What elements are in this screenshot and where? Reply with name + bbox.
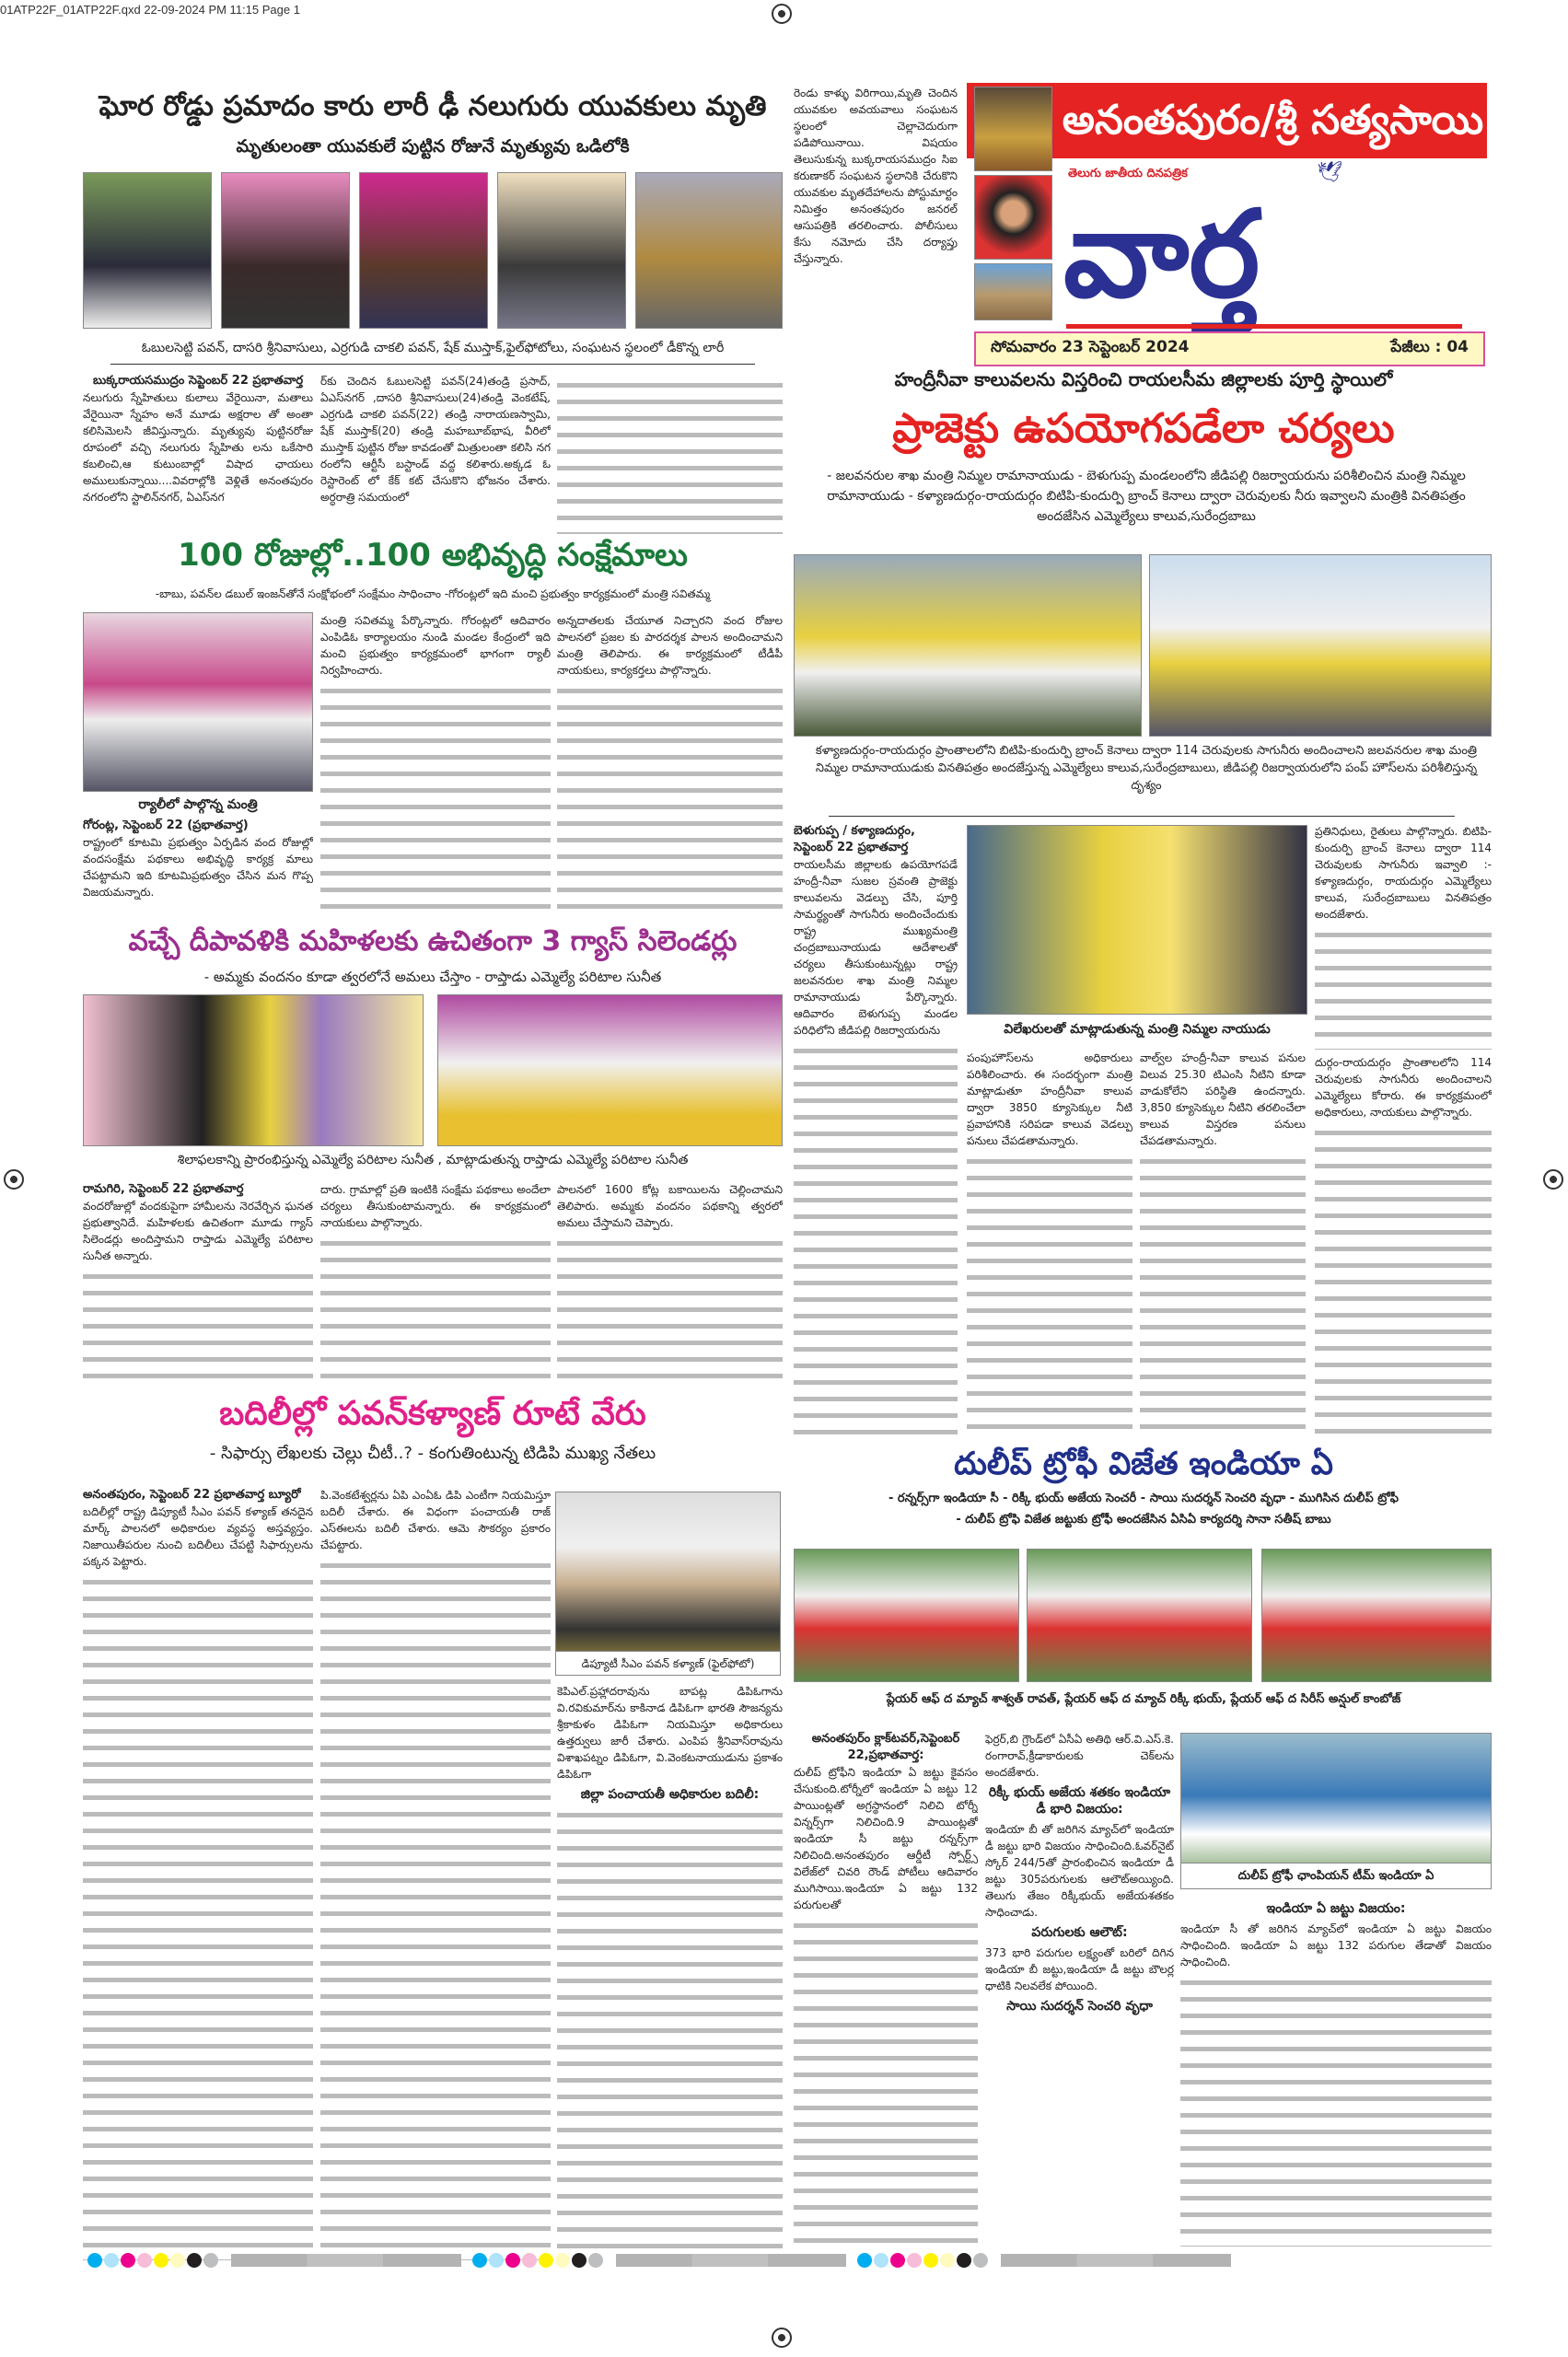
color-swatch <box>923 2253 938 2268</box>
body-text-lines <box>557 1806 783 2260</box>
dateline: అనంతపురం, సెప్టెంబర్ 22 ప్రభాతవార్త బ్యూరో <box>83 1488 301 1502</box>
award-photo <box>1027 1549 1252 1682</box>
press-meet-photo <box>967 825 1307 1015</box>
pawan-kalyan-photo <box>555 1492 781 1676</box>
tagline: తెలుగు జాతీయ దినపత్రిక <box>1068 167 1188 180</box>
body-text-lines <box>1315 1124 1492 1436</box>
sai-baba-photo <box>974 175 1052 260</box>
body-text-lines <box>1315 926 1492 1050</box>
color-swatch <box>203 2253 218 2268</box>
award-photo <box>794 1549 1019 1682</box>
story5-column <box>967 1050 1132 1436</box>
color-swatch <box>187 2253 202 2268</box>
story6-headline: దులీప్ ట్రోఫీ విజేత ఇండియా ఏ <box>954 1446 1333 1482</box>
page-count: పేజీలు : 04 <box>1390 338 1469 356</box>
body-text-lines <box>794 1917 978 2247</box>
body-text-lines <box>1140 1153 1306 1436</box>
body-text: దులీప్ ట్రోఫీని ఇండియా ఏ జట్టు కైవసం చేసుకుంది.టోర్నీలో ఇండియా ఏ జట్టు 12 పాయింట్లతో అగ్రస్థానంలో నిలిచి టోర్నీ విన్నర్స్‌గా నిలిచింది.9 పాయింట్లతో ఇండియా సీ జట్టు రన్నర్స్‌గా నిలిచింది.అనంతపురం ఆర్డీటీ స్పోర్ట్స్ విలేజ్‌లో చివరి రౌండ్ పోటీలు ఆదివారం ముగిసాయి.ఇండియా ఏ జట్టు 132 పరుగులతో <box>794 1766 978 1911</box>
story3-caption: శిలాఫలకాన్ని ప్రారంభిస్తున్న ఎమ్మెల్యే పరిటాల సునీత , మాట్లాడుతున్న రాప్తాడు ఎమ్మెల్యే పరిటాల సునీత <box>177 1153 689 1167</box>
body-text: దారు. గ్రామాల్లో ప్రతి ఇంటికి సంక్షేమ పథకాలు అందేలా చర్యలు తీసుకుంటామన్నారు. ఈ కార్యక్రమంలో నాయకులు పాల్గొన్నారు. <box>320 1183 551 1229</box>
story1-column <box>794 85 958 333</box>
story3-column <box>320 1181 551 1384</box>
story2-column <box>320 612 551 921</box>
body-text: అన్నదాతలకు చేయూత నిచ్చారని వంద రోజుల పాలనలో ప్రజల కు పారదర్శక పాలన అందించామని మంత్రి తెలిపారు. ఈ కార్యక్రమంలో టీడీపీ నాయకులు, కార్యకర్తలు పాల్గొన్నారు. <box>557 614 783 677</box>
newspaper-logo: వార్త <box>1063 183 1260 324</box>
color-swatch <box>539 2253 553 2268</box>
body-text: పంపుహౌస్‌లను అధికారులు పరిశీలించారు. ఈ సందర్భంగా మంత్రి మాట్లాడుతూ హంద్రీనీవా కాలువ ద్వారా 3850 క్యూసెక్కుల నీటి ప్రవాహానికి సరిపడా కాలువ వెడల్పు పనులు చేపడతామన్నారు. <box>967 1051 1132 1147</box>
section-subhead: ఇండియా ఏ జట్టు విజయం: <box>1266 1901 1406 1916</box>
body-text-lines <box>83 1573 313 2260</box>
body-text: వందరోజుల్లో వందకుపైగా హామీలను నెరవేర్చిన ఘనత ప్రభుత్వానిదే. మహిళలకు ఉచితంగా మూడు గ్యాస్ సిలెండర్లు అందిస్తామని రాప్తాడు ఎమ్మెల్యే పరిటాల సునీత అన్నారు. <box>83 1200 313 1262</box>
body-text: వాల్వ్‌ల హంద్రీ-నీవా కాలువ పనుల విలువ 25.30 టిఎంసి నీటిని కూడా వాడుకోలేని పరిస్థితి ఉందన్నారు. 3,850 క్యూసెక్కుల నీటిని తరలించేలా కాలువ విస్తరణ పనులు చేపడతామన్నారు. <box>1140 1051 1306 1147</box>
print-color-bar <box>87 2253 1496 2271</box>
print-slug: 01ATP22F_01ATP22F.qxd 22-09-2024 PM 11:15 Page 1 <box>0 3 300 17</box>
color-swatch <box>572 2253 587 2268</box>
body-text: ఇండియా బీ తో జరిగిన మ్యాచ్‌లో ఇండియా డీ జట్టు భారి విజయం సాధించింది.ఓవర్‌నైట్ స్కోర్ 244/5తో ప్రారంభించిన ఇండియా డీ జట్టు 305పరుగులకు ఆలౌట్‌అయ్యింది. తెలుగు తేజం రిక్కీభుయ్ అజేయశతకం సాధించాడు. <box>985 1823 1174 1919</box>
foundation-stone-photo <box>83 994 424 1146</box>
gray-strip <box>1001 2254 1231 2267</box>
temple-photo <box>974 87 1052 171</box>
registration-mark-icon <box>772 2328 792 2348</box>
story1-headline: ఘోర రోడ్డు ప్రమాదం కారు లారీ ఢీ నలుగురు యువకులు మృతి <box>99 90 767 122</box>
section-subhead: పరుగులకు ఆలౌట్: <box>1031 1925 1128 1940</box>
gray-strip <box>616 2254 846 2267</box>
story2-subhead: -బాబు, పవన్‌ల డబుల్ ఇంజన్‌తోనే సంక్షోభంలో సంక్షేమం సాధించాం -గోరంట్లలో ఇది మంచి ప్రభుత్వం కార్యక్రమంలో మంత్రి సవితమ్మ <box>155 587 711 600</box>
body-text: పి.వెంకటేశ్వర్లను ఏపి ఎంఏఓ డిపి ఎంటీగా నియమిస్తూ బదిలీ చేశారు. ఈ విధంగా పంచాయతీ రాజ్ ఎస్‌ఈలను బదిలీ చేశారు. ఆమె సౌకర్యం ప్రకారం చేపట్టారు. <box>320 1489 551 1551</box>
story6-caption: ప్లేయర్ ఆఫ్ ద మ్యాచ్ శాశ్వత్ రావత్, ప్లేయర్ ఆఫ్ ద మ్యాచ్ రిక్కీ భుయ్, ప్లేయర్ ఆఫ్ ద సిరీస్ అన్షుల్ కాంబోజ్ <box>886 1692 1401 1706</box>
section-subhead: రిక్కీ భుయ్ అజేయ శతకం ఇండియా డీ భారి విజయం: <box>988 1785 1171 1817</box>
body-text: ర్‌కు చెందిన ఓబులసెట్టి పవన్(24)తండ్రి ప్రసాద్, ఏఎస్‌నగర్ ,దాసరి శ్రీనివాసులు(24)తండ్రి వెంకటేష్, ఎర్రగుడి చాకలి పవన్(22) తండ్రి నారాయణస్వామి, షేక్ ముస్తాక్(20) తండ్రి మహబూబ్‌భాష, వీరిలో ముస్తాక్ పుట్టిన రోజు కావడంతో మిత్రులంతా కలిసి నగ రంలోని ఆర్టీసీ బస్టాండ్ వద్ద కలిశారు.అక్కడ ఓ రెస్టారెంట్ లో కేక్ కట్ చేసుకొని భోజనం చేశారు. అర్ధరాత్రి సమయంలో <box>320 375 551 504</box>
meeting-photo <box>437 994 783 1146</box>
story1-column <box>557 373 783 534</box>
story6-column <box>985 1731 1174 2247</box>
body-text: నలుగురు స్నేహితులు కులాలు వేరైయినా, మతాలు వేరైయినా స్నేహం అనే మూడు అక్షరాల తో అంతా కలిసిమెలసి జీవిస్తున్నారు. మృత్యువు పుట్టినరోజు రూపంలో వచ్చి నలుగురు స్నేహితు లను ఒకేసారి కబలించి,ఆ కుటుంబాల్లో విషాద ఛాయలు అములుకున్నాయి....వివరాల్లోకి వెళ్లితే అనంతపురం నగరంలోని స్టాలిన్‌నగర్, ఏఎస్‌నగ <box>83 391 313 504</box>
story5-column <box>1315 1054 1492 1436</box>
story2-column <box>83 818 313 919</box>
body-text: కెపిఎల్.ప్రహ్లాదరావును బాపట్ల డిపిఓగాను వి.రవికుమార్‌ను కాకినాడ డిపిఓగా భారతి సౌజన్యను శ్రీకాకుళం డిపిఓగా నియమిస్తూ అధికారులు ఉత్తర్వులు జారీ చేశారు. ఎంపిప శ్రీనివాస్‌రావును విశాఖపట్నం డిపిఓగా, వి.వెంకటనాయుడును ప్రకాశం డిపిఓగా <box>557 1685 783 1781</box>
color-swatch <box>170 2253 185 2268</box>
story5-column <box>1315 823 1492 1050</box>
body-text: రాష్ట్రంలో కూటమి ప్రభుత్వం ఏర్పడిన వంద రోజుల్లో వందసంక్షేమ పథకాలు అభివృద్ధి కార్యక్ర మాలు చేపట్టామని ఇది కూటమిప్రభుత్వం చేసిన మన గొప్ప విజయమన్నారు. <box>83 836 313 899</box>
body-text-lines <box>557 377 783 534</box>
story3-subhead: - అమ్మకు వందనం కూడా త్వరలోనే అమలు చేస్తాం - రాప్తాడు ఎమ్మెల్యే పరిటాల సునీత <box>203 969 662 985</box>
body-text-lines <box>967 1153 1132 1436</box>
story6-subhead: - రన్నర్స్‌గా ఇండియా సీ - రిక్కీ భుయ్ అజేయ సెంచరీ - సాయి సుదర్శన్ సెంచరి వృధా - ముగిసిన దులీప్ ట్రోఫీ <box>889 1492 1399 1505</box>
color-swatch <box>87 2253 102 2268</box>
victim-photo <box>359 172 488 329</box>
story1-subhead: మృతులంతా యువకులే పుట్టిన రోజునే మృత్యువు ఒడిలోకి <box>236 136 630 157</box>
accident-lorry-photo <box>635 172 783 329</box>
divider <box>110 364 755 365</box>
body-text: ప్రతినిధులు, రైతులు పాల్గొన్నారు. బిటిపి-కుందుర్పి బ్రాంచ్ కెనాలు ద్వారా 114 చెరువులకు సాగునీరు ఇవ్వాలి :- కళ్యాణదుర్గం, రాయదుర్గం ఎమ్మెల్యేలు కాలువ, సురేంద్రబాబులు వినతిపత్రం అందజేశారు. <box>1315 825 1492 921</box>
story2-headline: 100 రోజుల్లో..100 అభివృద్ధి సంక్షేమాలు <box>178 537 688 574</box>
dateline: అనంతపుర్ం క్లాక్‌టవర్,సెప్టెంబర్ 22,ప్రభాతవార్త: <box>811 1732 960 1762</box>
body-text: మంత్రి సవితమ్మ పేర్కొన్నారు. గోరంట్లలో ఆదివారం ఎంపిడిఓ కార్యాలయం నుండి మండల కేంద్రంలో ఇది మంచి ప్రభుత్వం కార్యక్రమంలో భాగంగా ర్యాలీ నిర్వహించారు. <box>320 614 551 677</box>
pump-house-photo <box>1149 554 1492 737</box>
color-swatch <box>472 2253 487 2268</box>
story5-column <box>794 823 958 1436</box>
body-text-lines <box>1180 1974 1492 2247</box>
color-swatch <box>121 2253 135 2268</box>
section-subhead: జిల్లా పంచాయతీ అధికారుల బదిలీ: <box>580 1787 760 1802</box>
nandi-photo <box>974 263 1052 320</box>
story3-column <box>83 1181 313 1384</box>
masthead <box>967 83 1487 359</box>
body-text: రెండు కాళ్ళు విరిగాయి,మృతి చెందిన యువకుల అవయవాలు సంఘటన స్థలంలో చెల్లాచెదురుగా పడిపోయినాయి. విషయం తెలుసుకున్న బుక్కరాయసముద్రం సిఐ కరుణాకర్ సంఘటన స్థలానికి చేరుకొని యువకుల మృతదేహాలను పోస్టుమార్టం నిమిత్తం అనంతపురం జనరల్ ఆసుపత్రికి తరలించారు. పోలీసులు కేసు నమోదు చేసి దర్యాప్తు చేస్తున్నారు. <box>794 87 958 265</box>
story6-column <box>794 1731 978 2247</box>
story6-column <box>1180 1897 1492 2247</box>
story4-headline: బదిలీల్లో పవన్‌కళ్యాణ్ రూటే వేరు <box>219 1395 646 1433</box>
champion-team-photo <box>1180 1733 1492 1889</box>
story3-column <box>557 1181 783 1384</box>
story5-column <box>1140 1050 1306 1436</box>
color-swatch <box>957 2253 971 2268</box>
story3-headline: వచ్చే దీపావళికి మహిళలకు ఉచితంగా 3 గ్యాస్ సిలెండర్లు <box>128 925 738 958</box>
color-swatch <box>857 2253 872 2268</box>
story5-caption2: విలేఖరులతో మాట్లాడుతున్న మంత్రి నిమ్మల నాయుడు <box>1004 1022 1271 1037</box>
registration-mark-icon <box>772 4 792 24</box>
story4-column <box>83 1487 313 2260</box>
gray-strip <box>231 2254 461 2267</box>
color-swatch <box>907 2253 922 2268</box>
body-text-lines <box>557 1235 783 1384</box>
body-text: బదిలీల్లో రాష్ట్ర డిప్యూటీ సీఎం పవన్ కళ్యాణ్ తనదైన మార్క్ పాలనలో అధికారుల వ్యవస్థ అస్తవ్యస్తం. నిజాయితీపరుల నుంచి బదిలీలు చేపట్టి సిఫార్సులను పక్కన పెట్టారు. <box>83 1505 313 1568</box>
story1-column <box>320 373 551 534</box>
section-subhead: సాయి సుదర్శన్ సెంచరి వృధా <box>1006 1999 1153 2014</box>
victim-photo <box>497 172 626 329</box>
dateline: రామగిరి, సెప్టెంబర్ 22 ప్రభాతవార్త <box>83 1182 244 1196</box>
victim-photo <box>83 172 212 329</box>
story5-caption: కళ్యాణదుర్గం-రాయదుర్గం ప్రాంతాలలోని బిటిపి-కుందుర్పి బ్రాంచ్ కెనాలు ద్వారా 114 చెరువులకు సాగునీరు అందించాలని జలవనరుల శాఖ మంత్రి నిమ్మల రామానాయుడుకు వినతిపత్రం అందజేస్తున్న ఎమ్మెల్యేలు కాలువ,సురేంద్రబాబులు, జీడిపల్లి రిజర్వాయరులోని పంప్ హౌస్‌లను పరిశీలిస్తున్న దృశ్యం <box>815 744 1478 793</box>
color-swatch <box>505 2253 520 2268</box>
story5-kicker: హంద్రీనీవా కాలువలను విస్తరించి రాయలసీమ జిల్లాలకు పూర్తి స్థాయిలో <box>894 368 1393 390</box>
victim-photo <box>221 172 350 329</box>
story5-headline: ప్రాజెక్టు ఉపయోగపడేలా చర్యలు <box>892 405 1395 452</box>
body-text-lines <box>557 682 783 921</box>
body-text: రాయలసీమ జిల్లాలకు ఉపయోగపడే హంద్రీ-నీవా సుజల స్రవంతి ప్రాజెక్టు కాలువలను వెడల్పు చేసి, పూర్తి సామర్థ్యంతో సాగునీరు అందించేందుకు రాష్ట్ర ముఖ్యమంత్రి చంద్రబాబునాయుడు ఆదేశాలతో చర్యలు తీసుకుంటున్నట్లు రాష్ట్ర జలవనరుల శాఖ మంత్రి నిమ్మల రామానాయుడు పేర్కొన్నారు. ఆదివారం బెళుగుప్ప మండల పరిధిలోని జీడిపల్లి రిజర్వాయరును <box>794 858 958 1037</box>
body-text: దుర్గం-రాయదుర్గం ప్రాంతాలలోని 114 చెరువులకు సాగునీరు అందించాలని ఎమ్మెల్యేలు కోరారు. ఈ కార్యక్రమంలో అధికారులు, నాయకులు పాల్గొన్నారు. <box>1315 1056 1492 1119</box>
color-swatch <box>522 2253 537 2268</box>
color-swatch <box>555 2253 570 2268</box>
edition-title: అనంతపురం/శ్రీ సత్యసాయి <box>967 83 1487 158</box>
body-text-lines <box>320 1235 551 1384</box>
body-text-lines <box>320 1557 551 2260</box>
body-text-lines <box>83 1268 313 1384</box>
color-swatch <box>874 2253 889 2268</box>
dateline: బెళుగుప్ప / కళ్యాణదుర్గం, సెప్టెంబర్ 22 ప్రభాతవార్త <box>794 824 915 854</box>
color-swatch <box>137 2253 152 2268</box>
dove-icon: 🕊 <box>1317 161 1342 184</box>
color-swatch <box>973 2253 988 2268</box>
dateline: గోరంట్ల, సెప్టెంబర్ 22 (ప్రభాతవార్త) <box>83 819 249 832</box>
body-text: పాలనలో 1600 కోట్ల బకాయిలను చెల్లించామని తెలిపారు. అమ్మకు వందనం పథకాన్ని త్వరలో అమలు చేస్తామని చెప్పారు. <box>557 1183 783 1229</box>
body-text-lines <box>320 682 551 921</box>
minister-petition-photo <box>794 554 1142 737</box>
color-swatch <box>588 2253 603 2268</box>
story1-column <box>83 373 313 534</box>
registration-mark-icon <box>4 1169 24 1190</box>
story1-caption: ఓబులసెట్టి పవన్, దాసరి శ్రీనివాసులు, ఎర్రగుడి చాకలి పవన్, షేక్ ముస్తాక్,ఫైల్‌ఫోటోలు, సంఘటన స్థలంలో డీకొన్న లారీ <box>141 341 725 355</box>
logo-underline <box>1066 324 1462 329</box>
issue-date: సోమవారం 23 సెప్టెంబర్ 2024 <box>991 338 1190 356</box>
story6-subhead: - దులీప్ ట్రోఫి విజేత జట్టుకు ట్రోఫీ అందజేసిన ఏసిఏ కార్యదర్శి సానా సతీష్ బాబు <box>956 1513 1331 1527</box>
story2-column <box>557 612 783 921</box>
photo-caption: డిప్యూటీ సీఎం పవన్ కళ్యాణ్ (ఫైల్‌ఫోటో) <box>556 1651 780 1675</box>
divider <box>829 816 1455 817</box>
story2-caption: ర్యాలీలో పాల్గొన్న మంత్రి <box>138 797 258 812</box>
registration-mark-icon <box>1543 1169 1563 1190</box>
body-text-lines <box>794 1042 958 1436</box>
color-swatch <box>154 2253 168 2268</box>
body-text: ఫెర్రర్,బి గ్రౌండ్‌లో ఏసీఏ అతిథి ఆర్.వి.ఎస్.కె. రంగారావ్,క్రీడాకారులకు చెక్‌లను అందజేశారు. <box>985 1733 1174 1779</box>
photo-caption: దులీప్ ట్రోఫీ ఛాంపియన్ టీమ్ ఇండియా ఏ <box>1181 1863 1491 1888</box>
body-text: ఇండియా సీ తో జరిగిన మ్యాచ్‌లో ఇండియా ఏ జట్టు విజయం సాధించింది. ఇండియా ఏ జట్టు 132 పరుగుల తేడాతో విజయం సాధించింది. <box>1180 1922 1492 1968</box>
story4-column <box>557 1683 783 2260</box>
story5-subhead: - జలవనరుల శాఖ మంత్రి నిమ్మల రామానాయుడు - బెళుగుప్ప మండలంలోని జీడిపల్లి రిజర్వాయరును పరిశీలించిన మంత్రి నిమ్మల రామానాయుడు - కళ్యాణదుర్గం-రాయదుర్గం బిటిపి-కుందుర్పి బ్రాంచ్ కెనాలు ద్వారా చెరువులకు నీరు ఇవ్వాలని మంత్రికి వినతిపత్రం అందజేసిన ఎమ్మెల్యేలు కాలువ,సురేంద్రబాబు <box>827 469 1466 524</box>
story4-column <box>320 1487 551 2260</box>
rally-photo <box>83 612 313 792</box>
date-bar <box>974 331 1485 366</box>
story4-subhead: - సిఫార్సు లేఖలకు చెల్లు చీటీ..? - కంగుతింటున్న టిడిపి ముఖ్య నేతలు <box>209 1444 656 1463</box>
dateline: బుక్కరాయసముద్రం సెప్టెంబర్ 22 ప్రభాతవార్త <box>92 374 304 388</box>
color-swatch <box>940 2253 955 2268</box>
color-swatch <box>890 2253 905 2268</box>
color-swatch <box>104 2253 119 2268</box>
color-swatch <box>489 2253 504 2268</box>
award-photo <box>1261 1549 1492 1682</box>
body-text: 373 భారి పరుగుల లక్ష్యంతో బరిలో దిగిన ఇండియా బీ జట్టు,ఇండియా డీ జట్టు బౌలర్ల ధాటికి నిలవలేక పోయింది. <box>985 1946 1174 1992</box>
